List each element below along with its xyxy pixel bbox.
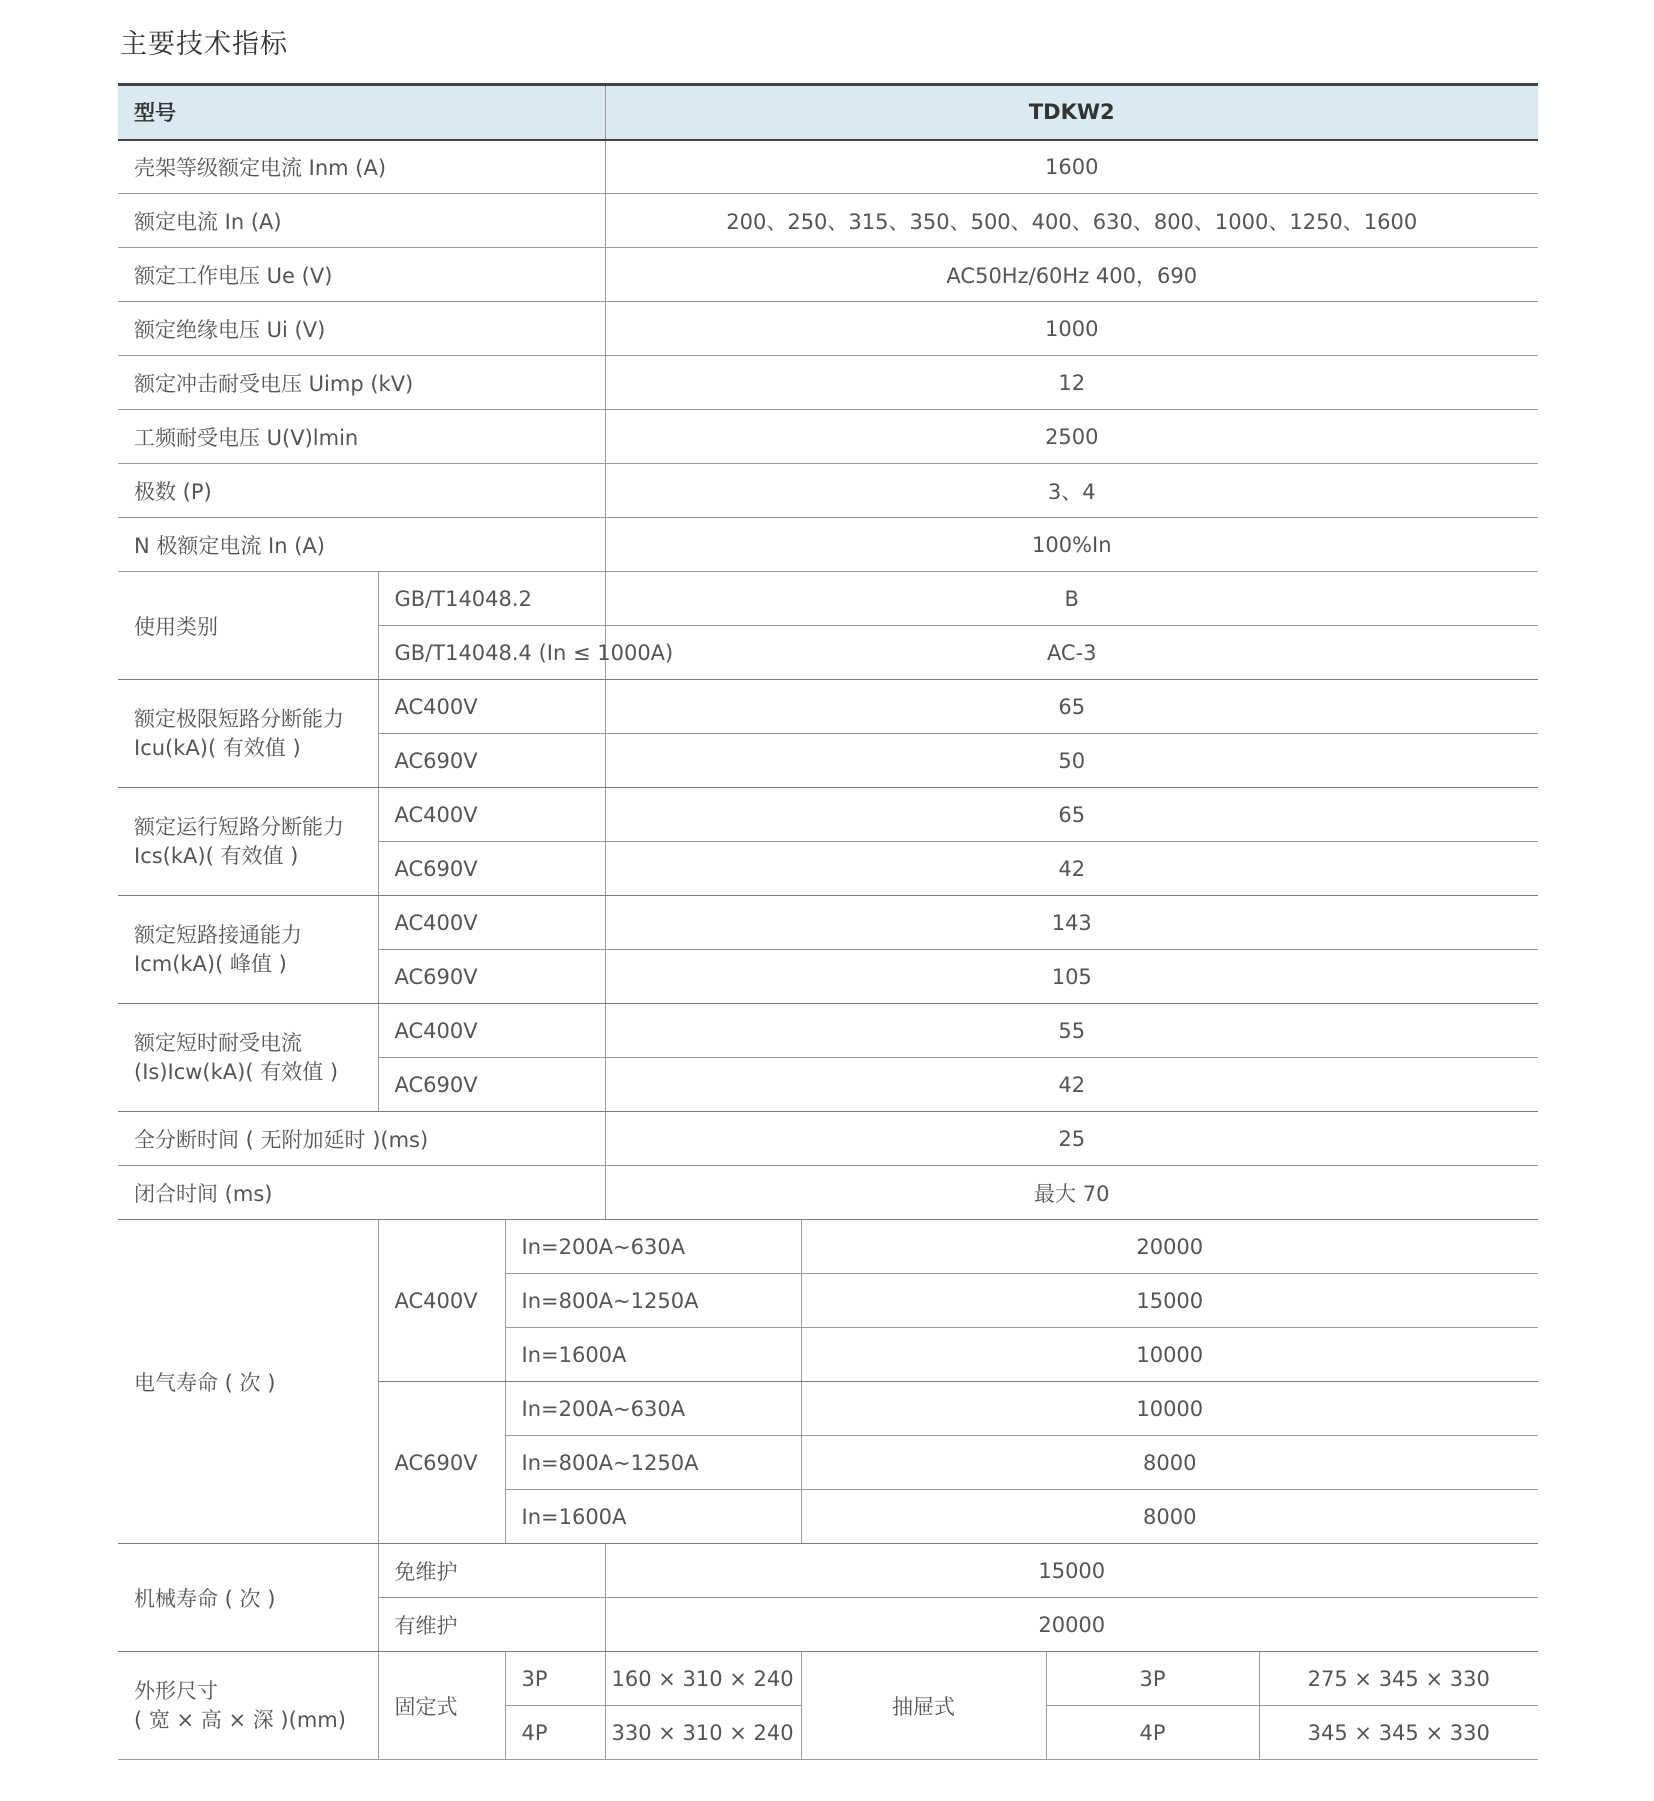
row-sub-label: AC400V xyxy=(378,896,605,950)
row-value: 12 xyxy=(605,356,1538,410)
row-value: 100%In xyxy=(605,518,1538,572)
table-row xyxy=(118,356,1538,410)
mechanical-life-label: 机械寿命 ( 次 ) xyxy=(118,1544,378,1652)
group-label xyxy=(118,788,378,896)
row-label: 工频耐受电压 U(V)lmin xyxy=(118,410,605,464)
size-value: 160 × 310 × 240 xyxy=(605,1652,801,1706)
group-label-line1: 额定短时耐受电流 xyxy=(134,1030,302,1055)
fixed-type-label: 固定式 xyxy=(378,1652,505,1760)
row-value: 1000 xyxy=(605,302,1538,356)
size-value: 275 × 345 × 330 xyxy=(1259,1652,1538,1706)
row-value: 20000 xyxy=(605,1598,1538,1652)
table-row xyxy=(118,248,1538,302)
table-header-row xyxy=(118,85,1538,140)
row-value: 8000 xyxy=(801,1436,1538,1490)
table-row xyxy=(118,896,1538,950)
row-value: 10000 xyxy=(801,1382,1538,1436)
row-value: 65 xyxy=(605,788,1538,842)
size-value: 345 × 345 × 330 xyxy=(1259,1706,1538,1760)
range-label: In=1600A xyxy=(505,1490,801,1544)
row-label: 壳架等级额定电流 Inm (A) xyxy=(118,140,605,194)
row-label: 全分断时间 ( 无附加延时 )(ms) xyxy=(118,1112,605,1166)
row-label: 额定冲击耐受电压 Uimp (kV) xyxy=(118,356,605,410)
row-label: N 极额定电流 In (A) xyxy=(118,518,605,572)
row-sub-label: AC400V xyxy=(378,788,605,842)
row-sub-label: 有维护 xyxy=(378,1598,605,1652)
row-value: 最大 70 xyxy=(605,1166,1538,1220)
row-value: 20000 xyxy=(801,1220,1538,1274)
row-sub-label: AC400V xyxy=(378,680,605,734)
row-sub-label: 免维护 xyxy=(378,1544,605,1598)
row-label: 额定电流 In (A) xyxy=(118,194,605,248)
row-value: 105 xyxy=(605,950,1538,1004)
header-label: 型号 xyxy=(118,85,605,140)
row-value: AC-3 xyxy=(605,626,1538,680)
row-label: 闭合时间 (ms) xyxy=(118,1166,605,1220)
range-label: In=1600A xyxy=(505,1328,801,1382)
row-value: 25 xyxy=(605,1112,1538,1166)
group-label-line2: Icu(kA)( 有效值 ) xyxy=(134,735,301,760)
spec-table xyxy=(118,83,1538,1760)
row-label: 额定工作电压 Ue (V) xyxy=(118,248,605,302)
range-label: In=800A~1250A xyxy=(505,1436,801,1490)
group-label-line1: 额定运行短路分断能力 xyxy=(134,814,344,839)
row-value: 8000 xyxy=(801,1490,1538,1544)
page-title: 主要技术指标 xyxy=(120,29,288,60)
poles-label: 3P xyxy=(1046,1652,1259,1706)
table-row xyxy=(118,1166,1538,1220)
row-value: 1600 xyxy=(605,140,1538,194)
poles-label: 3P xyxy=(505,1652,605,1706)
range-label: In=200A~630A xyxy=(505,1382,801,1436)
row-value: 42 xyxy=(605,842,1538,896)
group-label-line1: 额定短路接通能力 xyxy=(134,922,302,947)
row-sub-label: AC690V xyxy=(378,950,605,1004)
group-label xyxy=(118,680,378,788)
table-row xyxy=(118,302,1538,356)
row-sub-label: AC400V xyxy=(378,1004,605,1058)
row-value: B xyxy=(605,572,1538,626)
row-value: 42 xyxy=(605,1058,1538,1112)
group-label xyxy=(118,896,378,1004)
table-row xyxy=(118,788,1538,842)
row-value: 15000 xyxy=(801,1274,1538,1328)
row-sub-label: AC690V xyxy=(378,842,605,896)
row-value: 143 xyxy=(605,896,1538,950)
table-row xyxy=(118,464,1538,518)
usage-category-label: 使用类别 xyxy=(118,572,378,680)
row-value: 50 xyxy=(605,734,1538,788)
group-label-line2: (Is)Icw(kA)( 有效值 ) xyxy=(134,1059,339,1084)
row-sub-label: GB/T14048.4 (In ≤ 1000A) xyxy=(378,626,605,680)
table-row xyxy=(118,1544,1538,1598)
poles-label: 4P xyxy=(505,1706,605,1760)
row-value: 200、250、315、350、500、400、630、800、1000、1250、1600 xyxy=(605,194,1538,248)
electrical-life-label: 电气寿命 ( 次 ) xyxy=(118,1220,378,1544)
group-label-line2: Ics(kA)( 有效值 ) xyxy=(134,843,299,868)
row-value: AC50Hz/60Hz 400，690 xyxy=(605,248,1538,302)
row-sub-label: AC690V xyxy=(378,1058,605,1112)
row-label: 极数 (P) xyxy=(118,464,605,518)
row-sub-label: GB/T14048.2 xyxy=(378,572,605,626)
group-label xyxy=(118,1004,378,1112)
dimensions-label xyxy=(118,1652,378,1760)
row-value: 10000 xyxy=(801,1328,1538,1382)
group-label-line1: 额定极限短路分断能力 xyxy=(134,706,344,731)
size-value: 330 × 310 × 240 xyxy=(605,1706,801,1760)
row-value: 2500 xyxy=(605,410,1538,464)
dimensions-label-line1: 外形尺寸 xyxy=(134,1678,218,1703)
drawout-type-label: 抽屉式 xyxy=(801,1652,1046,1760)
table-row xyxy=(118,1220,1538,1274)
table-row xyxy=(118,1112,1538,1166)
row-sub-label: AC690V xyxy=(378,734,605,788)
table-row xyxy=(118,1004,1538,1058)
table-row xyxy=(118,518,1538,572)
table-row xyxy=(118,140,1538,194)
row-label: 额定绝缘电压 Ui (V) xyxy=(118,302,605,356)
voltage-label: AC400V xyxy=(378,1220,505,1382)
group-label-line2: Icm(kA)( 峰值 ) xyxy=(134,951,287,976)
row-value: 15000 xyxy=(605,1544,1538,1598)
table-row xyxy=(118,410,1538,464)
header-model: TDKW2 xyxy=(605,85,1538,140)
voltage-label: AC690V xyxy=(378,1382,505,1544)
row-value: 65 xyxy=(605,680,1538,734)
table-row xyxy=(118,680,1538,734)
range-label: In=800A~1250A xyxy=(505,1274,801,1328)
table-row xyxy=(118,1652,1538,1706)
poles-label: 4P xyxy=(1046,1706,1259,1760)
dimensions-label-line2: ( 宽 × 高 × 深 )(mm) xyxy=(134,1707,346,1732)
row-value: 55 xyxy=(605,1004,1538,1058)
row-value: 3、4 xyxy=(605,464,1538,518)
table-row xyxy=(118,572,1538,626)
table-row xyxy=(118,194,1538,248)
range-label: In=200A~630A xyxy=(505,1220,801,1274)
